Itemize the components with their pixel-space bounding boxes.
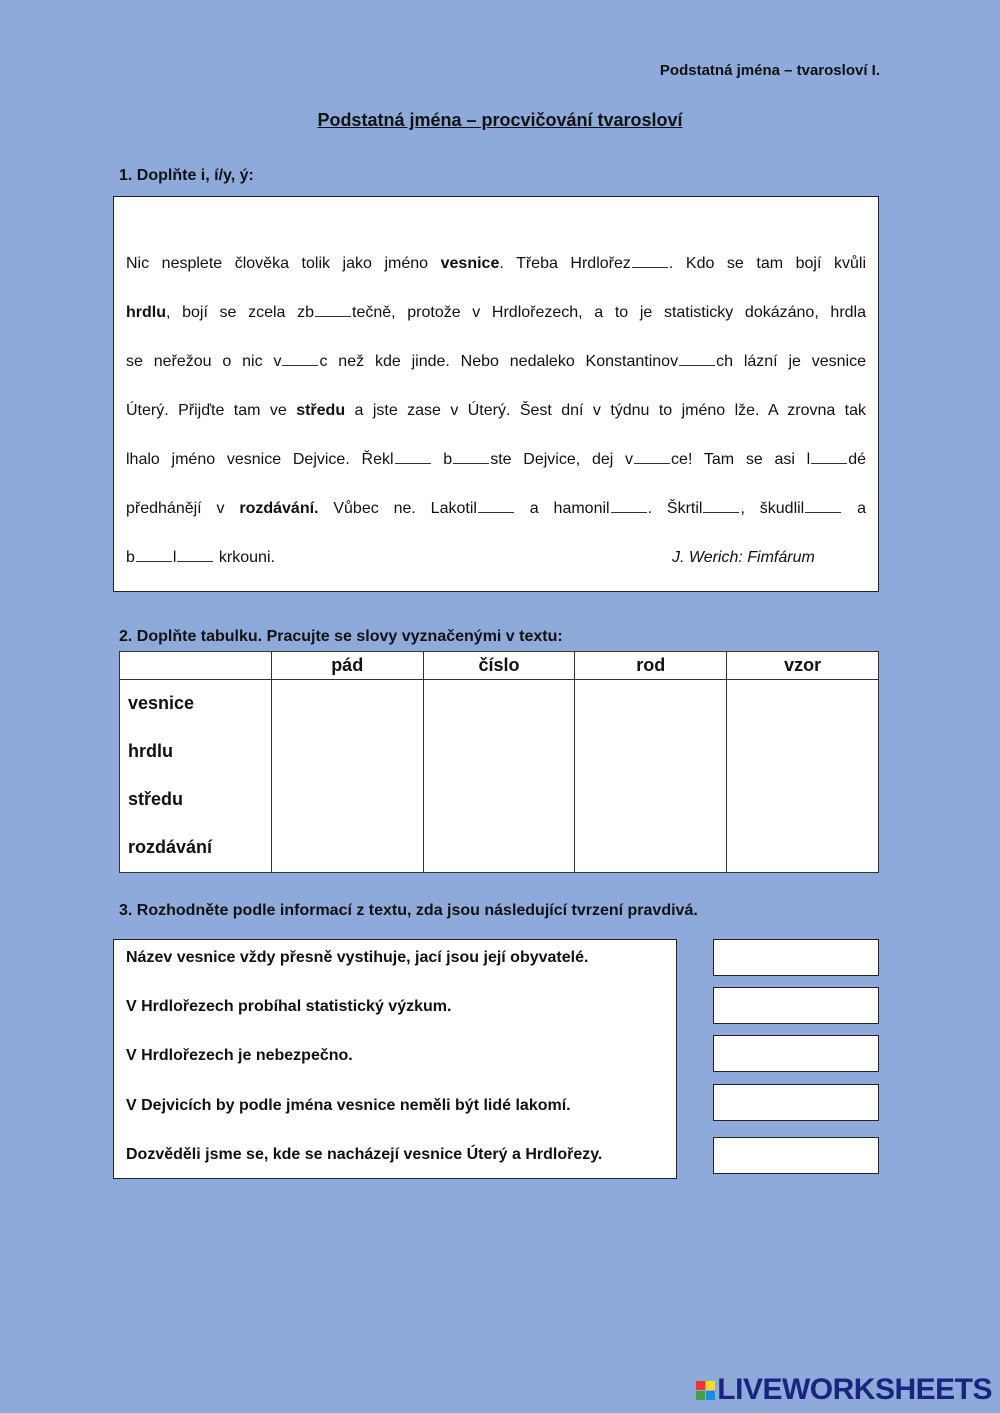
statement: Název vesnice vždy přesně vystihuje, jací jsou její obyvatelé. <box>126 949 589 966</box>
text-line: se neřežou o nic v c než kde jinde. Nebo nedaleko Konstantinov ch lázní je vesnice <box>126 353 867 370</box>
blank-input[interactable] <box>805 500 841 513</box>
highlighted-word: středu <box>296 402 346 419</box>
table-header-rod: rod <box>575 652 727 680</box>
table-input-cell[interactable] <box>271 728 423 776</box>
table-input-cell[interactable] <box>271 776 423 824</box>
table-input-cell[interactable] <box>727 679 879 728</box>
author-citation: J. Werich: Fimfárum <box>672 549 815 566</box>
text-line: Úterý. Přijďte tam ve středu a jste zase v Úterý. Šest dní v týdnu to jméno lže. A zrovna tak <box>126 402 867 419</box>
text-line: předhánějí v rozdávání. Vůbec ne. Lakotil a hamonil . Škrtil , škudlil a <box>126 500 867 517</box>
statements-box <box>113 939 677 1179</box>
blank-input[interactable] <box>453 451 489 464</box>
table-input-cell[interactable] <box>575 776 727 824</box>
blank-input[interactable] <box>634 451 670 464</box>
blank-input[interactable] <box>395 451 431 464</box>
table-input-cell[interactable] <box>727 824 879 873</box>
statement: Dozvěděli jsme se, kde se nacházejí vesnice Úterý a Hrdlořezy. <box>126 1146 603 1163</box>
brand-text: LIVEWORKSHEETS <box>717 1373 992 1406</box>
blank-input[interactable] <box>632 255 668 268</box>
document-label: Podstatná jména – tvarosloví I. <box>659 62 880 79</box>
blank-input[interactable] <box>703 500 739 513</box>
table-input-cell[interactable] <box>727 776 879 824</box>
page-title: Podstatná jména – procvičování tvarosloví <box>317 110 683 130</box>
table-input-cell[interactable] <box>423 728 575 776</box>
table-header-vzor: vzor <box>727 652 879 680</box>
table-input-cell[interactable] <box>423 679 575 728</box>
text-line: Nic nesplete člověka tolik jako jméno vesnice. Třeba Hrdlořez . Kdo se tam bojí kvůli <box>126 255 867 272</box>
highlighted-word: hrdlu <box>126 304 166 321</box>
highlighted-word: rozdávání. <box>239 500 319 517</box>
table-input-cell[interactable] <box>575 824 727 873</box>
blank-input[interactable] <box>177 549 213 562</box>
table-input-cell[interactable] <box>271 824 423 873</box>
grammar-table <box>119 651 879 873</box>
blank-input[interactable] <box>478 500 514 513</box>
text-line: hrdlu, bojí se zcela zb tečně, protože v Hrdlořezech, a to je statisticky dokázáno, hrdla <box>126 304 867 321</box>
task2-heading: 2. Doplňte tabulku. Pracujte se slovy vyznačenými v textu: <box>119 628 563 645</box>
statement: V Hrdlořezech je nebezpečno. <box>126 1047 353 1064</box>
liveworksheets-logo-icon <box>696 1381 715 1400</box>
highlighted-word: vesnice <box>440 255 500 272</box>
table-header-cislo: číslo <box>423 652 575 680</box>
table-row-label: středu <box>120 776 272 824</box>
answer-box[interactable] <box>713 987 879 1024</box>
answer-box[interactable] <box>713 1084 879 1121</box>
table-input-cell[interactable] <box>423 776 575 824</box>
table-row-label: hrdlu <box>120 728 272 776</box>
blank-input[interactable] <box>811 451 847 464</box>
answer-box[interactable] <box>713 939 879 976</box>
table-input-cell[interactable] <box>575 728 727 776</box>
blank-input[interactable] <box>679 353 715 366</box>
task1-heading: 1. Doplňte i, í/y, ý: <box>119 167 254 184</box>
table-row-label: rozdávání <box>120 824 272 873</box>
table-header-pad: pád <box>271 652 423 680</box>
answer-box[interactable] <box>713 1137 879 1174</box>
blank-input[interactable] <box>611 500 647 513</box>
table-input-cell[interactable] <box>575 679 727 728</box>
text-line: b l krkouni. J. Werich: Fimfárum <box>126 549 815 566</box>
table-row-label: vesnice <box>120 679 272 728</box>
text-line: lhalo jméno vesnice Dejvice. Řekl b ste Dejvice, dej v ce! Tam se asi l dé <box>126 451 867 468</box>
liveworksheets-brand <box>696 1373 992 1407</box>
statement: V Dejvicích by podle jména vesnice neměli být lidé lakomí. <box>126 1097 571 1114</box>
answer-box[interactable] <box>713 1035 879 1072</box>
table-input-cell[interactable] <box>727 728 879 776</box>
table-input-cell[interactable] <box>423 824 575 873</box>
task3-heading: 3. Rozhodněte podle informací z textu, zda jsou následující tvrzení pravdivá. <box>119 902 698 919</box>
task1-text-box <box>113 196 879 592</box>
statement: V Hrdlořezech probíhal statistický výzkum. <box>126 998 452 1015</box>
blank-input[interactable] <box>315 304 351 317</box>
blank-input[interactable] <box>282 353 318 366</box>
blank-input[interactable] <box>136 549 172 562</box>
table-header-empty <box>120 652 272 680</box>
table-input-cell[interactable] <box>271 679 423 728</box>
